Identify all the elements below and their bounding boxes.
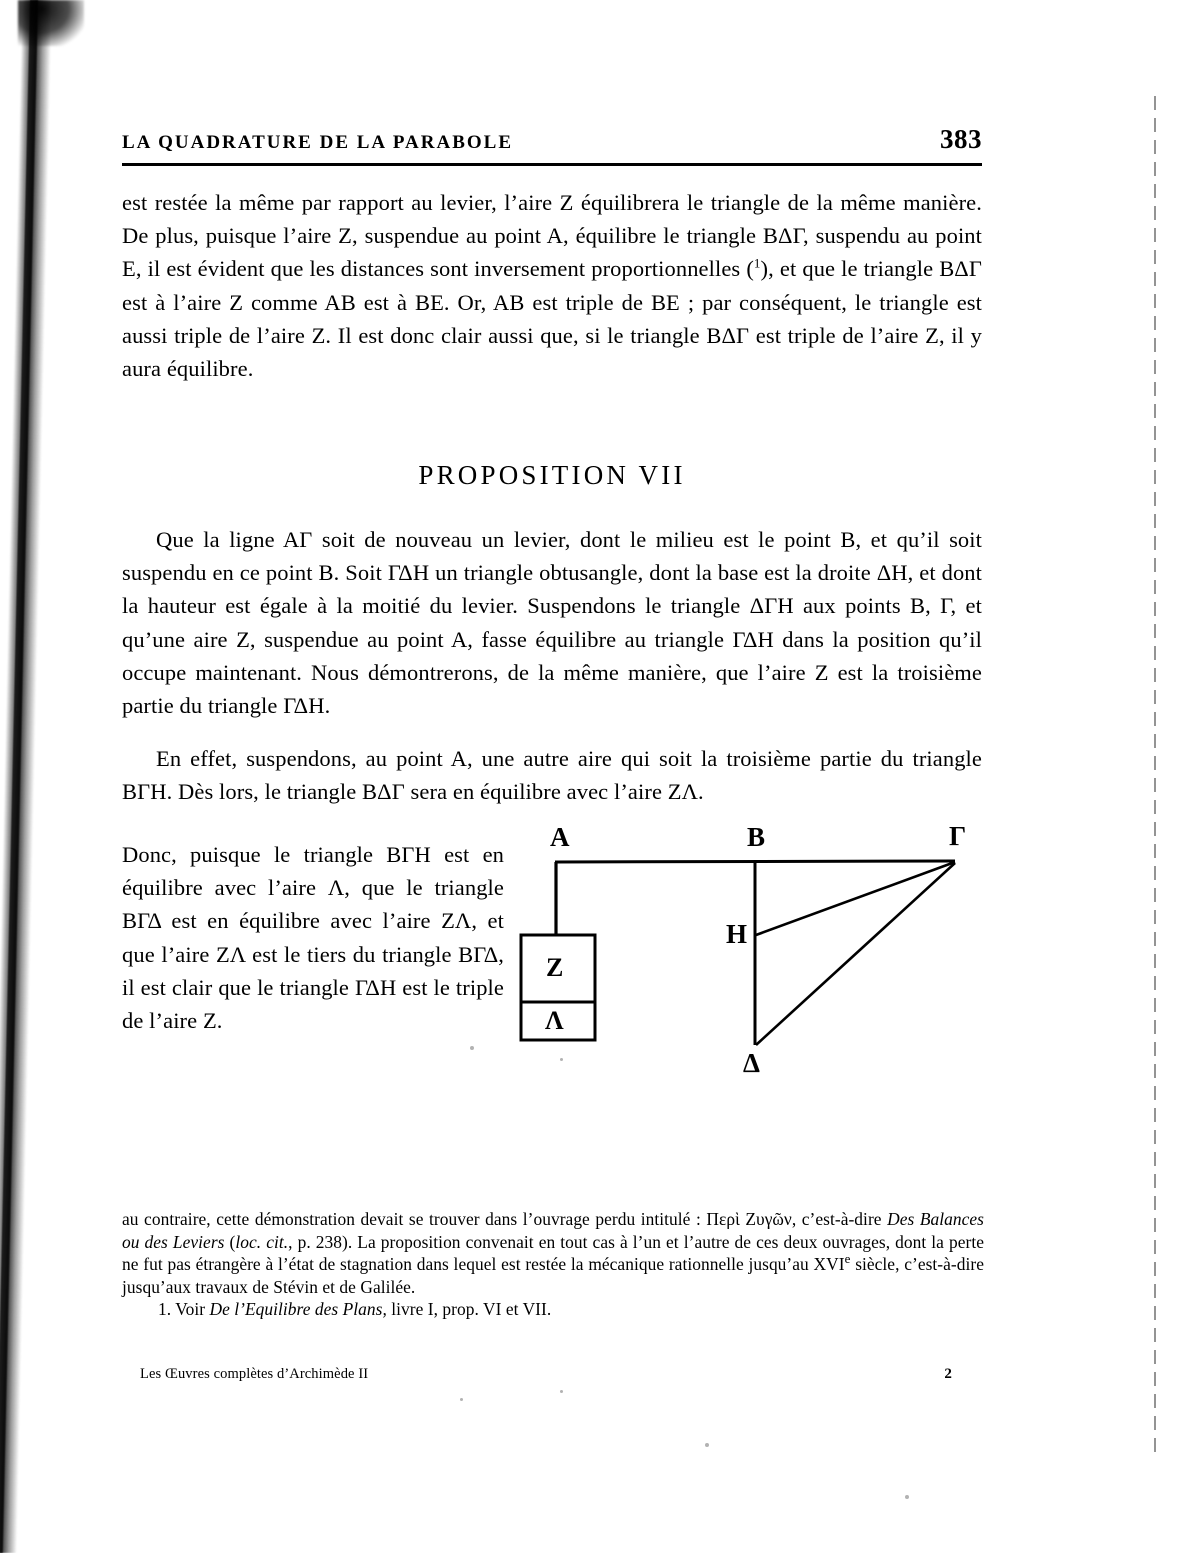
footnote-1 (122, 1298, 984, 1321)
footnote-block (122, 1208, 984, 1321)
scan-right-page-edge (1154, 96, 1156, 1456)
body-paragraph-2: Que la ligne AΓ soit de nouveau un levier, dont le milieu est le point B, et qu’il soit suspendu en ce point B. Soit ΓΔH un triangle obtusangle, dont la base est la droite ΔH, et dont la hauteur est égale à la moitié du levier. Suspendons le triangle ΔΓH aux points B, Γ, et qu’une aire Z, suspendue au point A, fasse équilibre au triangle ΓΔH dans la position qu’il occupe maintenant. Nous démontrerons, de la même manière, que l’aire Z est la troisième partie du triangle ΓΔH. (122, 527, 982, 719)
body-paragraph-1 (122, 186, 982, 385)
figure-label-b: B (747, 822, 766, 852)
footer-signature-mark: 2 (944, 1366, 952, 1382)
footnote-1-italic-title: De l’Equilibre des Plans, (209, 1299, 387, 1320)
figure-label-a: A (550, 822, 570, 852)
footnote-continued-text-2: ( (224, 1231, 236, 1252)
figure-label-delta: Δ (743, 1048, 760, 1078)
scan-speck (470, 1046, 474, 1050)
scan-speck (705, 1443, 709, 1447)
geometric-figure (500, 820, 1000, 1100)
proposition-heading: PROPOSITION VII (418, 460, 686, 490)
footnote-continued-text-1: au contraire, cette démonstration devait se trouver dans l’ouvrage perdu intitulé : Περὶ Ζυγῶν, c’est-à-dire (122, 1209, 888, 1229)
figure-label-lambda: Λ (545, 1006, 564, 1035)
body-paragraph-3: En effet, suspendons, au point A, une autre aire qui soit la troisième partie du triangle BΓH. Dès lors, le triangle BΔΓ sera en équilibre avec l’aire ZΛ. (122, 746, 982, 805)
footnote-continued-text-4: siècle, c’est-à-dire jusqu’aux travaux de Stévin et de Galilée. (122, 1254, 984, 1297)
footnote-continued-italic-title: Des Balances ou des Leviers (122, 1209, 984, 1252)
footnote-continued (122, 1208, 984, 1298)
header-rule (122, 163, 982, 166)
footnote-1-pre: Voir (171, 1299, 210, 1320)
body-paragraph-4-block (122, 838, 504, 1037)
footnote-1-number: 1. (158, 1299, 172, 1320)
running-head-title: LA QUADRATURE DE LA PARABOLE (122, 132, 514, 153)
paragraph-1-text-part1: est restée la même par rapport au levier, l’aire Z équilibrera le triangle de la même manière. De plus, puisque l’aire Z, suspendue au point A, équilibre le triangle BΔΓ, suspendu au point E, il est évident que les distances sont inversement proportionnelles ( (122, 190, 982, 282)
line-delta-gamma (756, 863, 955, 1045)
body-paragraph-3-block (122, 742, 982, 808)
scan-speck (905, 1495, 909, 1499)
footnote-continued-text-3: , p. 238). La proposition convenait en tout cas à l’un et l’autre de ces deux ouvrages, dont la perte ne fut pas étrangère à l’état de stagnation dans lequel est restée la mécanique rationnelle jusqu’au XVI (122, 1231, 985, 1275)
figure-label-z: Z (546, 953, 564, 982)
scan-speck (460, 1398, 463, 1401)
line-h-gamma (756, 862, 955, 935)
scan-speck (560, 1390, 563, 1393)
figure-label-h: H (726, 919, 748, 949)
footer-book-title: Les Œuvres complètes d’Archimède II (140, 1366, 369, 1382)
figure-label-gamma: Γ (949, 821, 967, 851)
page-footer (140, 1366, 952, 1383)
page-number: 383 (940, 124, 982, 154)
scan-corner-blob (18, 0, 84, 46)
body-paragraph-1-block (122, 186, 982, 385)
footnote-marker-1: 1 (753, 255, 761, 271)
paragraph-1-text-part2: ), et que le triangle BΔΓ est à l’aire Z comme AB est à BE. Or, AB est triple de BE ; par conséquent, le triangle est aussi triple de l’aire Z. Il est donc clair aussi que, si le triangle BΔΓ est triple de l’aire Z, il y aura équilibre. (122, 256, 982, 382)
footnote-1-post: livre I, prop. VI et VII. (386, 1299, 552, 1320)
running-head (122, 124, 982, 155)
body-paragraph-4: Donc, puisque le triangle BΓH est en équilibre avec l’aire Λ, que le triangle BΓΔ est en équilibre avec l’aire ZΛ, et que l’aire ZΛ est le tiers du triangle BΓΔ, il est clair que le triangle ΓΔH est le triple de l’aire Z. (122, 842, 504, 1034)
footnote-continued-italic-loccit: loc. cit. (235, 1231, 289, 1252)
footnote-ordinal-superscript: e (844, 1251, 851, 1267)
body-paragraph-2-block (122, 523, 982, 722)
